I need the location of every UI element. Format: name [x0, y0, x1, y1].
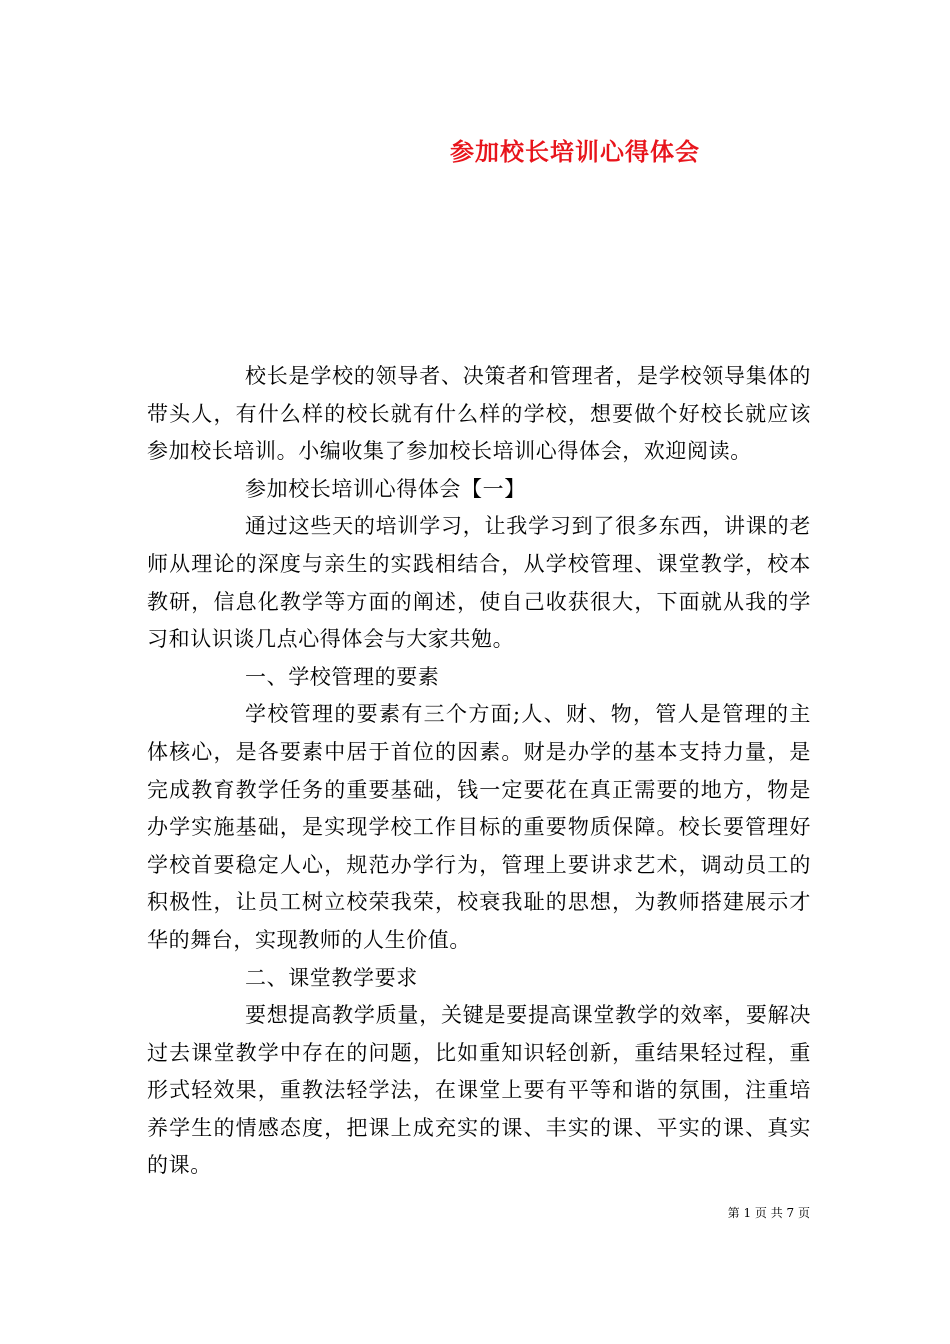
section-heading-teaching: 二、课堂教学要求: [245, 965, 418, 990]
document-body: [147, 358, 811, 1185]
section-heading-management: 一、学校管理的要素: [245, 664, 440, 689]
paragraph-management: 学校管理的要素有三个方面;人、财、物，管人是管理的主体核心，是各要素中居于首位的因素。财是办学的基本支持力量，是完成教育教学任务的重要基础，钱一定要花在真正需要的地方，物是办学实施基础，是实现学校工作目标的重要物质保障。校长要管理好学校首要稳定人心，规范办学行为，管理上要讲求艺术，调动员工的积极性，让员工树立校荣我荣，校衰我耻的思想，为教师搭建展示才华的舞台，实现教师的人生价值。: [147, 702, 811, 952]
section-heading-part-one: 参加校长培训心得体会【一】: [245, 476, 526, 501]
document-title: 参加校长培训心得体会: [450, 137, 700, 166]
paragraph-training-summary: 通过这些天的培训学习，让我学习到了很多东西，讲课的老师从理论的深度与亲生的实践相结合，从学校管理、课堂教学，校本教研，信息化教学等方面的阐述，使自己收获很大，下面就从我的学习和认识谈几点心得体会与大家共勉。: [147, 514, 811, 652]
paragraph-teaching: 要想提高教学质量，关键是要提高课堂教学的效率，要解决过去课堂教学中存在的问题，比如重知识轻创新，重结果轻过程，重形式轻效果，重教法轻学法，在课堂上要有平等和谐的氛围，注重培养学生的情感态度，把课上成充实的课、丰实的课、平实的课、真实的课。: [147, 1003, 811, 1178]
paragraph-intro: 校长是学校的领导者、决策者和管理者，是学校领导集体的带头人，有什么样的校长就有什么样的学校，想要做个好校长就应该参加校长培训。小编收集了参加校长培训心得体会，欢迎阅读。: [147, 364, 811, 464]
page-number: 第 1 页 共 7 页: [727, 1206, 810, 1220]
